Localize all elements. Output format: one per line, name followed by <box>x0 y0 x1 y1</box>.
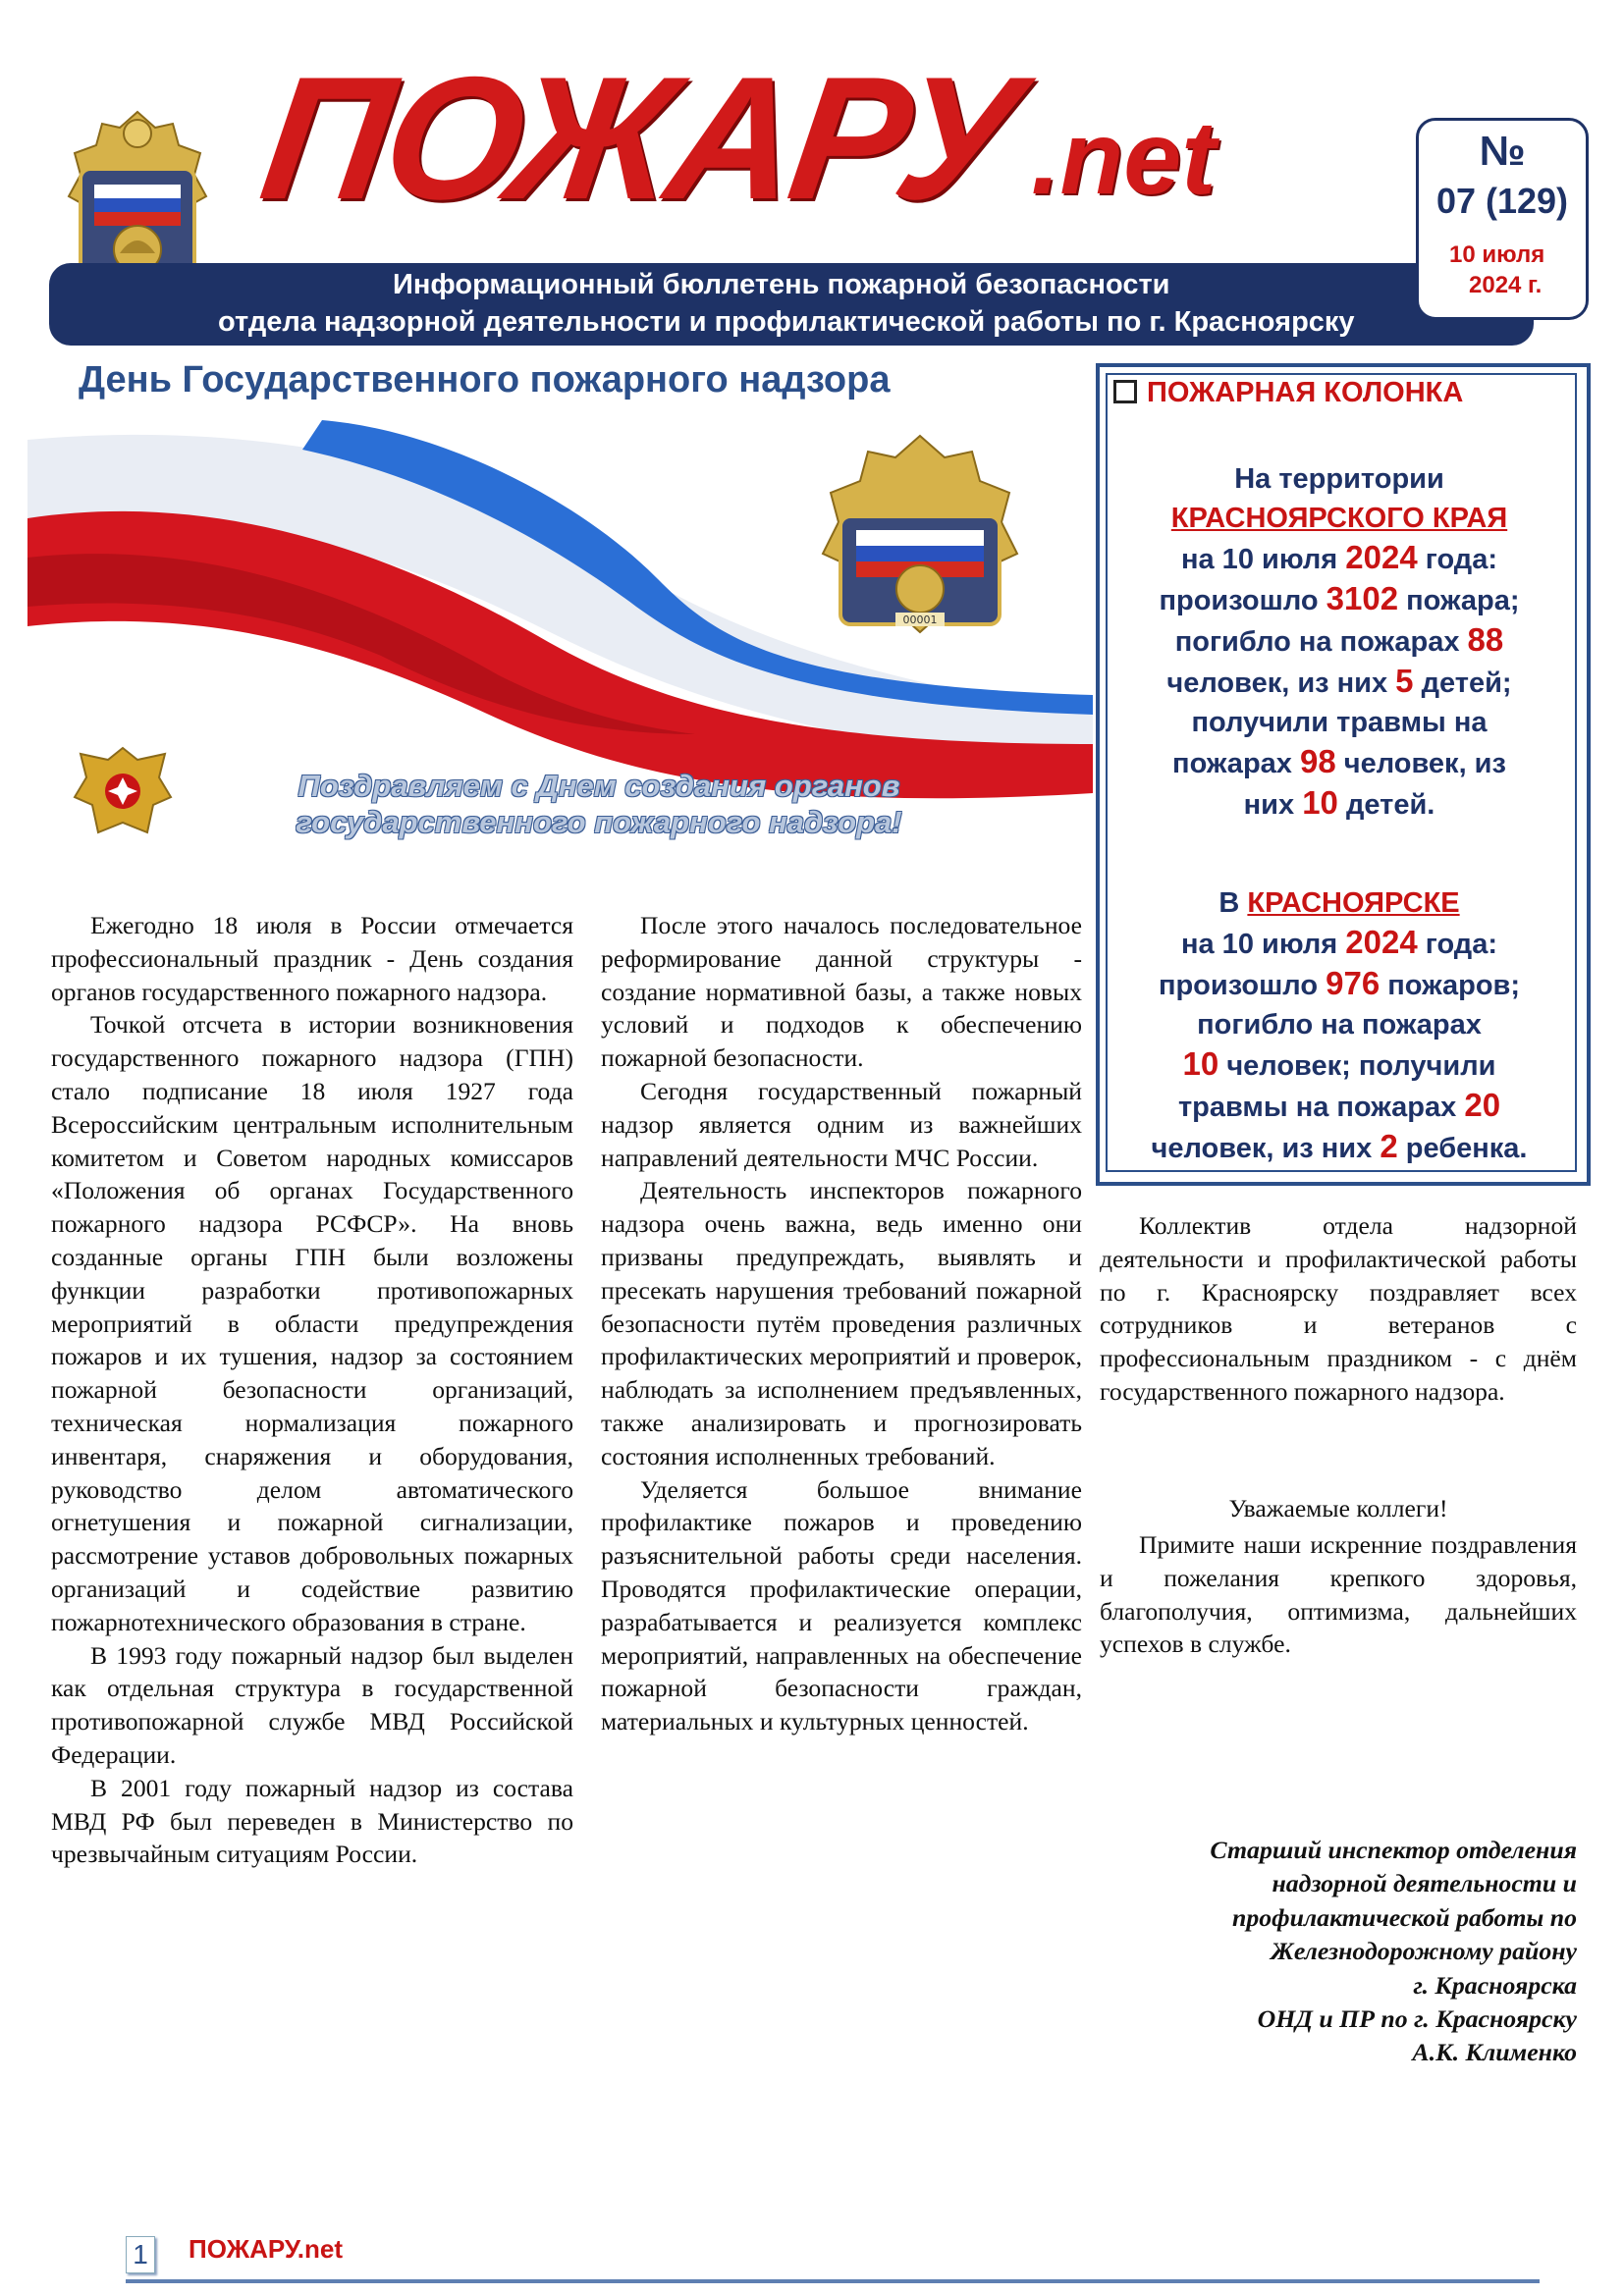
footer-brand: ПОЖАРУ.net <box>189 2234 343 2264</box>
banner-subtitle-line2: отдела надзорной деятельности и профилактической работы по г. Красноярску <box>218 306 1355 338</box>
hero-congratulation-caption: Поздравляем с Днем создания органов государственного пожарного надзора! <box>296 769 902 839</box>
author-signature: Старший инспектор отделения надзорной деятельности и профилактической работы по Железнодорожному району г. Красноярска ОНД и ПР по г. Красноярску А.К. Клименко <box>1210 1836 1577 2067</box>
city-fire-stats: В КРАСНОЯРСКЕ на 10 июля 2024 года: произошло 976 пожаров; погибло на пожарах 10 человек; получили травмы на пожарах 20 человек, из них 2 ребенка. <box>1151 887 1528 1164</box>
page-number: 1 <box>126 2236 155 2273</box>
article-column-1 <box>51 909 573 1871</box>
svg-text:00001: 00001 <box>902 614 938 626</box>
article-column-2 <box>601 909 1082 1738</box>
newsletter-title: ПОЖАРУ <box>251 40 1027 236</box>
paragraph: Ежегодно 18 июля в России отмечается профессиональный праздник - День создания органов государственного пожарного надзора. <box>51 911 573 1006</box>
newsletter-title-suffix: .net <box>1031 100 1217 216</box>
greeting-heading: Уважаемые коллеги! <box>1228 1494 1448 1522</box>
paragraph: В 1993 году пожарный надзор был выделен как отдельная структура в государственной противопожарной службе МВД Российской Федерации. <box>51 1640 573 1769</box>
paragraph: После этого началось последовательное реформирование данной структуры - создание нормативной базы, а также новых условий и подходов к обеспечению пожарной безопасности. <box>601 911 1082 1073</box>
fire-column-heading: ПОЖАРНАЯ КОЛОНКА <box>1113 377 1463 409</box>
banner-subtitle-line1: Информационный бюллетень пожарной безопасности <box>393 269 1170 300</box>
footer-divider <box>126 2279 1540 2283</box>
paragraph: Точкой отсчета в истории возникновения государственного пожарного надзора (ГПН) стало подписание 18 июля 1927 года Всероссийским центральным исполнительным комитетом и Советом народных комиссаров «Положения об органах Государственного пожарного надзора РСФСР». На вновь созданные органы ГПН были возложены функции разработки противопожарных мероприятий в области предупреждения пожаров и их тушения, надзор за состоянием пожарной безопасности организаций, техническая нормализация пожарного инвентаря, снаряжения и оборудования, руководство делом автоматического огнетушения и пожарной сигнализации, рассмотрение уставов добровольных пожарных организаций и содействие развитию пожарнотехнического образования в стране. <box>51 1010 573 1636</box>
greeting-wishes: Примите наши искренние поздравления и пожелания крепкого здоровья, благополучия, оптимизма, дальнейших успехов в службе. <box>1100 1530 1577 1659</box>
fire-supervision-badge-icon <box>817 432 1023 642</box>
checkbox-icon <box>1113 380 1137 403</box>
issue-sign: № <box>1479 128 1526 174</box>
issue-number: 07 (129) <box>1435 181 1569 221</box>
paragraph: Деятельность инспекторов пожарного надзора очень важна, ведь именно они призваны предупреждать, выявлять и пресекать нарушения требований пожарной безопасности путём проведения различных профилактических мероприятий и проверок, наблюдать за исполнением предъявленных, также анализировать и прогнозировать состояния исполненных требований. <box>601 1176 1082 1470</box>
mchs-eagle-icon <box>69 738 177 846</box>
paragraph: Уделяется большое внимание профилактике пожаров и проведению разъяснительной работы среди населения. Проводятся профилактические операции, разрабатывается и реализуется комплекс мероприятий, направленных на обеспечение пожарной безопасности граждан, материальных и культурных ценностей. <box>601 1474 1082 1736</box>
article-title: День Государственного пожарного надзора <box>79 359 891 400</box>
issue-date-year: 2024 г. <box>1469 272 1543 298</box>
paragraph: Сегодня государственный пожарный надзор является одним из важнейших направлений деятельности МЧС России. <box>601 1076 1082 1172</box>
paragraph: В 2001 году пожарный надзор из состава МВД РФ был переведен в Министерство по чрезвычайным ситуациям России. <box>51 1773 573 1869</box>
issue-date-day: 10 июля <box>1449 241 1545 268</box>
region-fire-stats: На территории КРАСНОЯРСКОГО КРАЯ на 10 июля 2024 года: произошло 3102 пожара; погибло на пожарах 88 человек, из них 5 детей; получили травмы на пожарах 98 человек, из них 10 детей. <box>1159 463 1520 821</box>
congratulation-text: Коллектив отдела надзорной деятельности и профилактической работы по г. Красноярску поздравляет всех сотрудников и ветеранов с профессиональным праздником - с днём государственного пожарного надзора. <box>1100 1211 1577 1406</box>
